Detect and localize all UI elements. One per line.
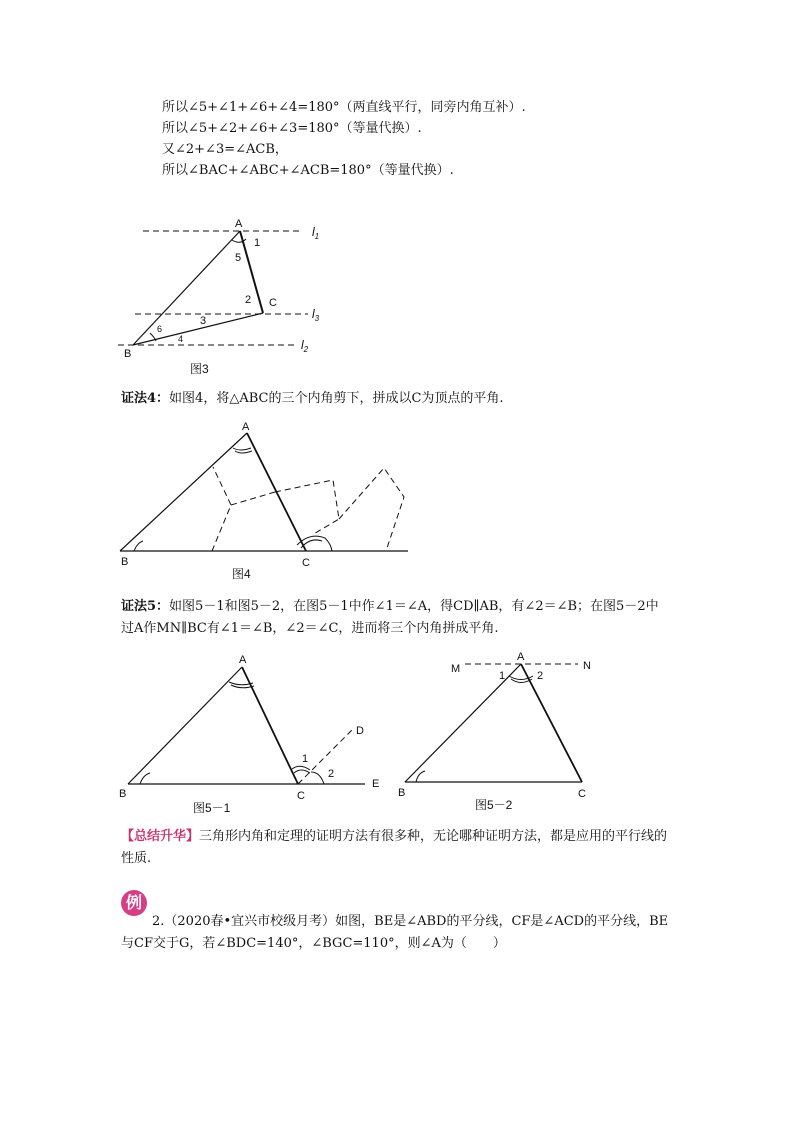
fig5-1-label-A: A [239, 654, 247, 666]
fig3-angle-4: 4 [178, 334, 184, 344]
fig5-2-caption: 图5－2 [475, 798, 513, 812]
fig5-1-angle-1: 1 [302, 753, 309, 765]
fig3-line-l2: $l_2$ [301, 338, 309, 354]
proof5-title: 证法5： [121, 599, 170, 614]
proof3-line1: 所以∠5+∠1+∠6+∠4=180°（两直线平行，同旁内角互补）. [162, 100, 526, 115]
fig5-2-label-A: A [517, 651, 525, 663]
summary-paragraph [121, 826, 673, 870]
proof4-paragraph [121, 391, 504, 407]
fig3-angle-1: 1 [254, 237, 261, 249]
proof3-line4: 所以∠BAC+∠ABC+∠ACB=180°（等量代换）. [162, 163, 454, 178]
fig3-angle-3: 3 [200, 315, 207, 327]
fig4-label-C: C [302, 557, 310, 569]
example-badge: 例 [121, 890, 147, 916]
proof5-text: 如图5－1和图5－2，在图5－1中作∠1＝∠A，得CD∥AB，有∠2＝∠B；在图5－2中过A作MN∥BC有∠1＝∠B，∠2＝∠C，进而将三个内角拼成平角. [121, 599, 659, 636]
fig5-2-label-N: N [583, 660, 591, 672]
fig3-angle-2: 2 [245, 294, 252, 306]
fig4-caption: 图4 [232, 567, 251, 581]
fig3-label-A: A [235, 218, 243, 230]
proof3-line3: 又∠2+∠3=∠ACB， [162, 142, 288, 157]
fig5-2-label-M: M [451, 663, 461, 675]
fig5-1-label-D: D [356, 725, 364, 737]
proof3-line2: 所以∠5+∠2+∠6+∠3=180°（等量代换）. [162, 121, 422, 136]
fig5-2-label-B: B [398, 787, 406, 799]
summary-tag: 【总结升华】 [121, 829, 200, 844]
fig5-1-label-E: E [372, 778, 380, 790]
fig5-1-caption: 图5－1 [193, 801, 231, 815]
fig5-2-angle-1: 1 [499, 670, 506, 682]
proof4-title: 证法4： [121, 391, 170, 406]
fig5-1-label-C: C [297, 790, 305, 802]
fig3-label-B: B [124, 348, 132, 360]
fig3-label-C: C [269, 297, 277, 309]
fig3-angle-5: 5 [235, 252, 242, 264]
fig5-2-angle-2: 2 [537, 670, 544, 682]
fig3-caption: 图3 [190, 362, 209, 376]
proof5-paragraph [121, 596, 666, 640]
fig5-2-label-C: C [578, 788, 586, 800]
fig5-1-label-B: B [119, 788, 127, 800]
proof4-text: 如图4，将△ABC的三个内角剪下，拼成以C为顶点的平角. [169, 391, 504, 406]
fig3-line-l1: $l_1$ [312, 225, 320, 241]
fig4-label-A: A [242, 421, 250, 433]
summary-text: 三角形内角和定理的证明方法有很多种，无论哪种证明方法，都是应用的平行线的性质. [121, 829, 668, 866]
fig3-line-l3: $l_3$ [312, 307, 320, 323]
fig3-angle-6: 6 [157, 324, 163, 334]
fig4-label-B: B [121, 556, 129, 568]
example-text: 2.（2020春•宜兴市校级月考）如图，BE是∠ABD的平分线，CF是∠ACD的平分线，BE与CF交于G，若∠BDC=140°，∠BGC=110°，则∠A为（ ） [121, 914, 669, 951]
fig5-1-angle-2: 2 [328, 768, 335, 780]
